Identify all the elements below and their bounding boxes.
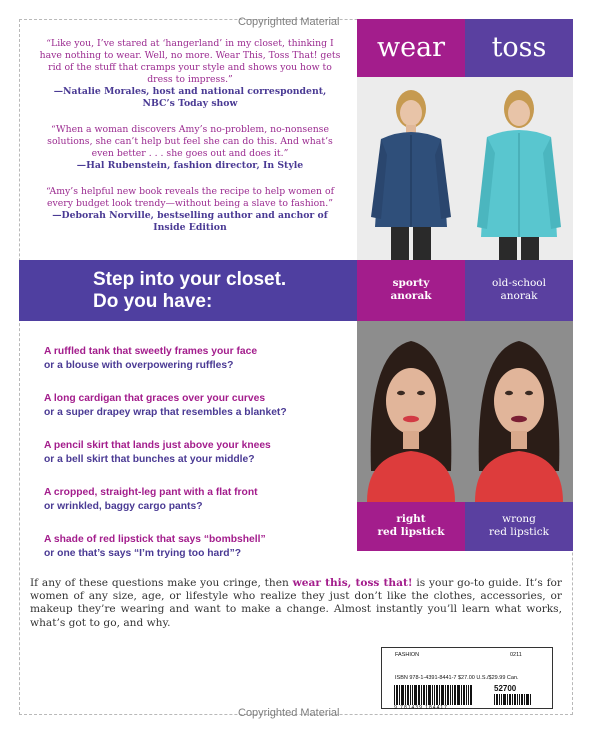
- watermark-bottom: Copyrighted Material: [238, 707, 340, 719]
- good-option: A ruffled tank that sweetly frames your face: [44, 346, 258, 357]
- price-barcode: [494, 694, 542, 705]
- quote-attribution: —Natalie Morales, host and national correspondent, NBC’s Today show: [53, 86, 327, 109]
- good-option: A long cardigan that graces over your curves: [44, 393, 266, 404]
- label-line: anorak: [500, 290, 538, 302]
- old-school-anorak-label: [465, 260, 573, 321]
- bad-option: or a blouse with overpowering ruffles?: [44, 360, 234, 371]
- watermark-top: Copyrighted Material: [238, 16, 340, 28]
- closing-paragraph: [30, 577, 562, 630]
- good-option: A cropped, straight-leg pant with a flat front: [44, 487, 258, 498]
- list-item: [44, 345, 344, 373]
- right-lipstick-photo: [357, 321, 465, 502]
- quote-3: [36, 186, 344, 234]
- quote-2: [36, 124, 344, 172]
- label-line: right: [396, 513, 426, 525]
- label-line: red lipstick: [377, 526, 445, 538]
- banner-line-1: Step into your closet.: [93, 269, 287, 290]
- old-school-anorak-illustration: [465, 77, 573, 260]
- sporty-anorak-label: [357, 260, 465, 321]
- list-item: [44, 392, 344, 420]
- label-line: red lipstick: [489, 526, 549, 538]
- isbn-digits: 9 781439 184417: [394, 705, 448, 711]
- step-into-closet-banner: [19, 260, 357, 321]
- wrong-lipstick-illustration: [465, 321, 573, 502]
- quote-text: “When a woman discovers Amy’s no-problem, no-nonsense solutions, she can’t help but feel she can do this. And what’s even better . . . she goes out and does it.”: [47, 124, 333, 159]
- quote-text: “Amy’s helpful new book reveals the recipe to help women of every budget look trendy—without being a slave to fashion.”: [45, 186, 335, 209]
- wear-header: wear: [357, 19, 465, 77]
- isbn-barcode: [394, 685, 484, 705]
- label-line: wrong: [502, 513, 536, 525]
- wrong-lipstick-photo: [465, 321, 573, 502]
- quote-attribution: —Deborah Norville, bestselling author and anchor of Inside Edition: [52, 210, 328, 233]
- label-line: sporty: [392, 277, 430, 289]
- bad-option: or a bell skirt that bunches at your middle?: [44, 454, 255, 465]
- category-label: FASHION: [395, 652, 420, 658]
- label-line: old-school: [492, 277, 546, 289]
- price-code: 52700: [494, 684, 517, 693]
- book-title-emphasis: wear this, toss that!: [292, 577, 413, 589]
- closing-text-start: If any of these questions make you cringe, then: [30, 577, 293, 589]
- quote-attribution: —Hal Rubenstein, fashion director, In Style: [76, 160, 304, 171]
- bad-option: or a super drapey wrap that resembles a blanket?: [44, 407, 287, 418]
- list-item: [44, 439, 344, 467]
- right-lipstick-illustration: [357, 321, 465, 502]
- list-item: [44, 486, 344, 514]
- good-option: A shade of red lipstick that says “bombshell”: [44, 534, 266, 545]
- bad-option: or one that’s says “I’m trying too hard”?: [44, 548, 242, 559]
- bad-option: or wrinkled, baggy cargo pants?: [44, 501, 203, 512]
- quote-1: [36, 38, 344, 110]
- closing-text-end: is your go-to guide. It’s for women of any size, age, or lifestyle who realize they just don’t like the clothes, accessories, or makeup they’re wearing and want to make a change. Almost instantly you’ll learn what works, what’s got to go, and why.: [30, 577, 562, 629]
- label-line: anorak: [390, 290, 432, 302]
- sporty-anorak-photo: [357, 77, 465, 260]
- list-item: [44, 533, 344, 561]
- barcode-box: [381, 647, 553, 709]
- right-lipstick-label: [357, 502, 465, 551]
- isbn-price-line: ISBN 978-1-4391-8441-7 $27.00 U.S./$29.99 Can.: [395, 675, 519, 681]
- endorsement-quotes: [36, 38, 344, 248]
- quote-text: “Like you, I’ve stared at ‘hangerland’ in my closet, thinking I have nothing to wear. Well, no more. Wear This, Toss That! gets rid of the stuff that cramps your style and shows you how to dress to impress.”: [39, 38, 341, 85]
- category-code: 0211: [510, 652, 522, 658]
- good-option: A pencil skirt that lands just above your knees: [44, 440, 271, 451]
- banner-line-2: Do you have:: [93, 291, 213, 312]
- wrong-lipstick-label: [465, 502, 573, 551]
- toss-header: toss: [465, 19, 573, 77]
- closet-question-list: [44, 345, 344, 580]
- sporty-anorak-illustration: [357, 77, 465, 260]
- old-school-anorak-photo: [465, 77, 573, 260]
